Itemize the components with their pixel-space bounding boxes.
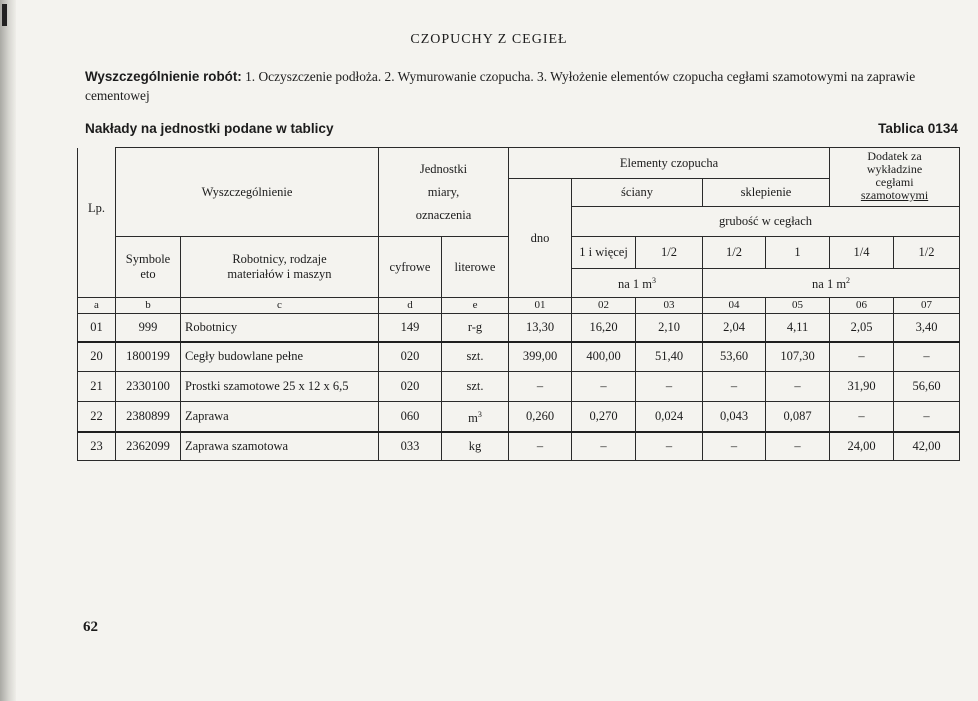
header-sklepienie: sklepienie (703, 179, 830, 207)
col-index-c: c (181, 298, 379, 314)
cell-05: 0,087 (766, 402, 830, 432)
cell-lp: 21 (78, 372, 116, 402)
cell-name: Cegły budowlane pełne (181, 342, 379, 372)
cell-05: 107,30 (766, 342, 830, 372)
col-index-02: 02 (572, 298, 636, 314)
header-jednostki-line1: Jednostki (419, 161, 468, 176)
cell-cyfrowe: 149 (379, 314, 442, 342)
description-text: 1. Oczyszczenie podłoża. 2. Wymurowanie czopucha. 3. Wyłożenie elementów czopucha cegłami szamotowymi na zaprawie cementowej (85, 69, 916, 103)
cell-symbol: 2362099 (116, 432, 181, 461)
header-sciany: ściany (572, 179, 703, 207)
header-symbole (116, 237, 181, 298)
col-index-07: 07 (894, 298, 960, 314)
cell-cyfrowe: 020 (379, 372, 442, 402)
header-sciany-1-i-wiecej: 1 i więcej (572, 237, 636, 269)
col-index-01: 01 (509, 298, 572, 314)
cell-cyfrowe: 060 (379, 402, 442, 432)
header-dodatek-quarter: 1/4 (830, 237, 894, 269)
cell-name: Prostki szamotowe 25 x 12 x 6,5 (181, 372, 379, 402)
cell-literowe: szt. (442, 342, 509, 372)
cell-04: 53,60 (703, 342, 766, 372)
table-subtitle: Nakłady na jednostki podane w tablicy (85, 121, 334, 136)
norms-table (77, 147, 960, 461)
cell-cyfrowe: 020 (379, 342, 442, 372)
cell-cyfrowe: 033 (379, 432, 442, 461)
cell-01: 0,260 (509, 402, 572, 432)
header-dodatek-line3: cegłami (875, 175, 914, 189)
table-row (78, 372, 960, 402)
cell-symbol: 999 (116, 314, 181, 342)
header-jednostki-line2: miary, (427, 184, 460, 199)
cell-03: 2,10 (636, 314, 703, 342)
table-row (78, 432, 960, 461)
cell-07: 3,40 (894, 314, 960, 342)
header-elementy: Elementy czopucha (509, 148, 830, 179)
cell-03: 51,40 (636, 342, 703, 372)
cell-04: 0,043 (703, 402, 766, 432)
cell-lp: 20 (78, 342, 116, 372)
cell-04: – (703, 372, 766, 402)
cell-06: 2,05 (830, 314, 894, 342)
cell-06: – (830, 342, 894, 372)
cell-literowe-sup: 3 (477, 409, 482, 419)
cell-literowe: r-g (442, 314, 509, 342)
cell-05: 4,11 (766, 314, 830, 342)
header-dno: dno (509, 179, 572, 298)
header-jednostki-line3: oznaczenia (415, 207, 472, 222)
header-literowe: literowe (442, 237, 509, 298)
cell-lp: 23 (78, 432, 116, 461)
cell-symbol: 2330100 (116, 372, 181, 402)
unit-na-m2 (703, 269, 960, 298)
cell-03: – (636, 372, 703, 402)
header-robotnicy (181, 237, 379, 298)
cell-01: – (509, 432, 572, 461)
cell-lp: 22 (78, 402, 116, 432)
page-binding-edge (0, 0, 16, 701)
col-index-06: 06 (830, 298, 894, 314)
cell-lp: 01 (78, 314, 116, 342)
page-number: 62 (83, 619, 98, 635)
cell-07: 56,60 (894, 372, 960, 402)
cell-07: – (894, 342, 960, 372)
cell-06: 24,00 (830, 432, 894, 461)
header-grubosc: grubość w cegłach (572, 207, 960, 237)
cell-03: 0,024 (636, 402, 703, 432)
unit-na-m3-text: na 1 m (618, 277, 653, 292)
cell-02: 0,270 (572, 402, 636, 432)
col-index-e: e (442, 298, 509, 314)
header-robotnicy-line2: materiałów i maszyn (227, 267, 332, 281)
cell-07: 42,00 (894, 432, 960, 461)
cell-02: – (572, 432, 636, 461)
header-dodatek-line4: szamotowymi (860, 188, 929, 202)
cell-05: – (766, 432, 830, 461)
cell-02: – (572, 372, 636, 402)
header-dodatek-half: 1/2 (894, 237, 960, 269)
table-row (78, 402, 960, 432)
cell-name: Zaprawa (181, 402, 379, 432)
cell-literowe-text: m (468, 410, 478, 425)
col-index-03: 03 (636, 298, 703, 314)
unit-na-m2-text: na 1 m (812, 277, 847, 292)
unit-na-m3 (572, 269, 703, 298)
header-cyfrowe: cyfrowe (379, 237, 442, 298)
cell-03: – (636, 432, 703, 461)
cell-06: – (830, 402, 894, 432)
header-lp-cont (78, 269, 116, 298)
header-robotnicy-line1: Robotnicy, rodzaje (232, 252, 327, 266)
page-title: CZOPUCHY Z CEGIEŁ (410, 32, 568, 47)
cell-02: 16,20 (572, 314, 636, 342)
work-description (85, 67, 965, 105)
cell-literowe: szt. (442, 372, 509, 402)
cell-name: Robotnicy (181, 314, 379, 342)
cell-04: 2,04 (703, 314, 766, 342)
cell-04: – (703, 432, 766, 461)
header-sciany-half: 1/2 (636, 237, 703, 269)
description-label: Wyszczególnienie robót: (85, 69, 242, 84)
header-jednostki (379, 148, 509, 237)
cell-symbol: 1800199 (116, 342, 181, 372)
header-sklepienie-half: 1/2 (703, 237, 766, 269)
header-dodatek-line2: wykładzine (866, 162, 923, 176)
cell-02: 400,00 (572, 342, 636, 372)
col-index-a: a (78, 298, 116, 314)
col-index-04: 04 (703, 298, 766, 314)
unit-m3-sup: 3 (652, 276, 657, 286)
col-index-b: b (116, 298, 181, 314)
cell-name: Zaprawa szamotowa (181, 432, 379, 461)
header-sklepienie-1: 1 (766, 237, 830, 269)
cell-07: – (894, 402, 960, 432)
cell-literowe: kg (442, 432, 509, 461)
column-index-row (78, 298, 960, 314)
table-number: Tablica 0134 (878, 121, 958, 136)
cell-06: 31,90 (830, 372, 894, 402)
cell-01: 399,00 (509, 342, 572, 372)
unit-m2-sup: 2 (846, 276, 851, 286)
col-index-d: d (379, 298, 442, 314)
cell-01: – (509, 372, 572, 402)
header-symbole-line2: eto (140, 267, 156, 281)
cell-05: – (766, 372, 830, 402)
header-dodatek (830, 148, 960, 207)
cell-symbol: 2380899 (116, 402, 181, 432)
header-symbole-line1: Symbole (125, 252, 171, 266)
col-index-05: 05 (766, 298, 830, 314)
header-lp: Lp. (78, 148, 116, 269)
table-row (78, 314, 960, 342)
header-dodatek-line1: Dodatek za (867, 149, 922, 163)
header-wyszczegolnienie: Wyszczególnienie (116, 148, 379, 237)
cell-01: 13,30 (509, 314, 572, 342)
binding-mark (2, 4, 7, 26)
table-row (78, 342, 960, 372)
cell-literowe (442, 402, 509, 432)
